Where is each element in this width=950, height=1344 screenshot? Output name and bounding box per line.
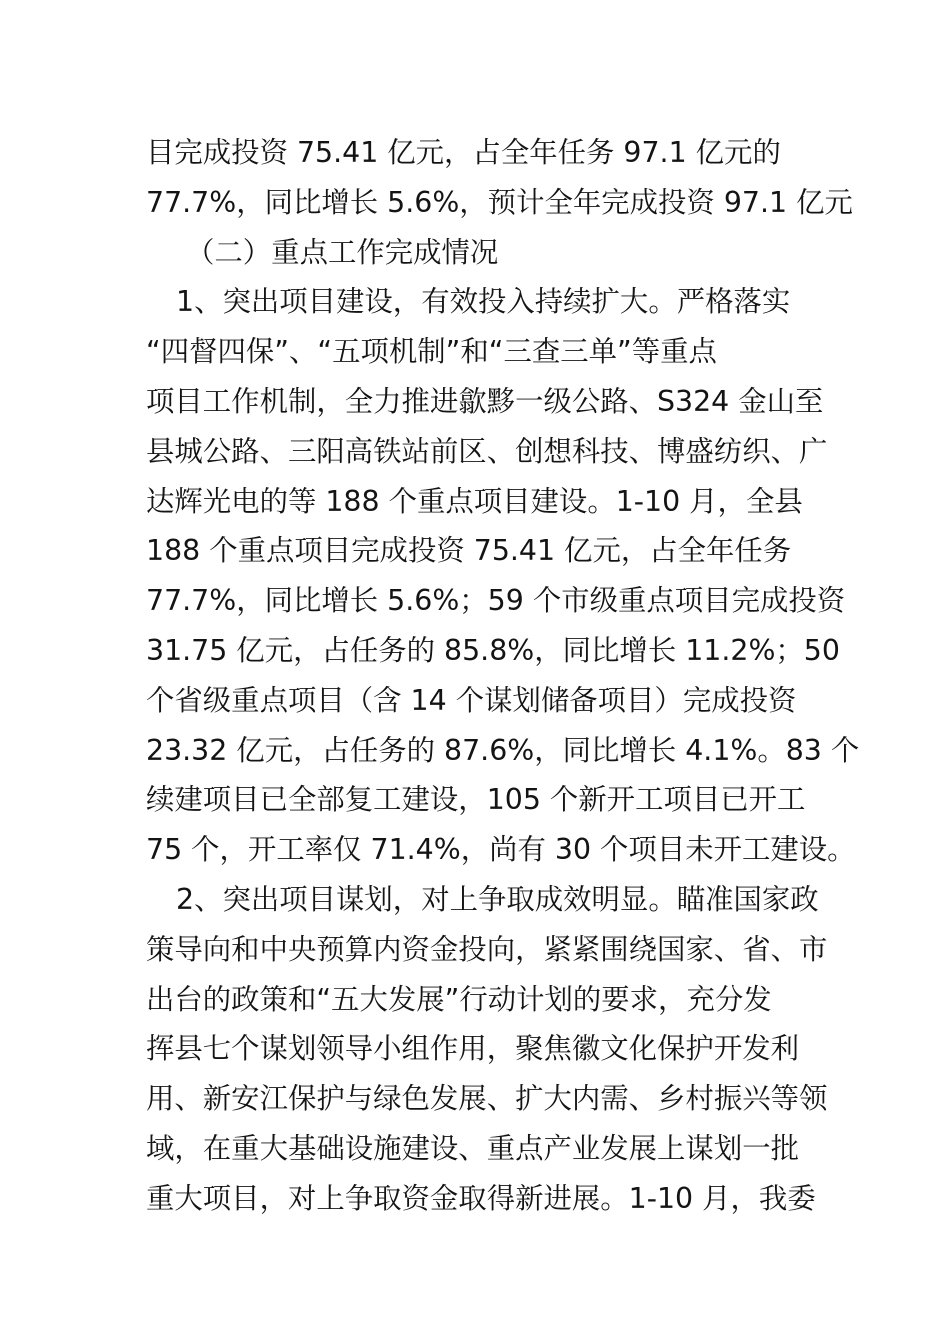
paragraph-1-line-2: “四督四保”、“五项机制”和“三查三单”等重点 [146,335,717,369]
paragraph-2-line-1: 2、突出项目谋划，对上争取成效明显。瞄准国家政 [176,882,819,916]
paragraph-1-line-10: 23.32 亿元，占任务的 87.6%，同比增长 4.1%。83 个 [146,733,860,767]
paragraph-2-line-6: 域，在重大基础设施建设、重点产业发展上谋划一批 [146,1131,799,1165]
section-heading: （二）重点工作完成情况 [186,235,499,269]
paragraph-1-line-9: 个省级重点项目（含 14 个谋划储备项目）完成投资 [146,683,797,717]
paragraph-1-line-1: 1、突出项目建设，有效投入持续扩大。严格落实 [176,285,791,319]
document-body [146,128,860,1224]
paragraph-1-line-8: 31.75 亿元，占任务的 85.8%，同比增长 11.2%；50 [146,633,840,667]
paragraph-2-line-4: 挥县七个谋划领导小组作用，聚焦徽文化保护开发利 [146,1032,799,1066]
paragraph-1-line-11: 续建项目已全部复工建设，105 个新开工项目已开工 [146,783,806,817]
paragraph-2-line-7: 重大项目，对上争取资金取得新进展。1-10 月，我委 [146,1181,816,1215]
paragraph-1-line-6: 188 个重点项目完成投资 75.41 亿元，占全年任务 [146,534,792,568]
paragraph-1-line-5: 达辉光电的等 188 个重点项目建设。1-10 月，全县 [146,484,803,518]
text-line-2: 77.7%，同比增长 5.6%，预计全年完成投资 97.1 亿元 [146,185,853,219]
text-line-1: 目完成投资 75.41 亿元，占全年任务 97.1 亿元的 [146,136,781,169]
paragraph-2-line-5: 用、新安江保护与绿色发展、扩大内需、乡村振兴等领 [146,1082,828,1116]
paragraph-1-line-7: 77.7%，同比增长 5.6%；59 个市级重点项目完成投资 [146,584,846,618]
paragraph-1-line-4: 县城公路、三阳高铁站前区、创想科技、博盛纺织、广 [146,434,828,468]
paragraph-1-line-12: 75 个，开工率仅 71.4%，尚有 30 个项目未开工建设。 [146,833,856,867]
paragraph-2-line-2: 策导向和中央预算内资金投向，紧紧围绕国家、省、市 [146,932,828,966]
paragraph-1-line-3: 项目工作机制，全力推进歙黟一级公路、S324 金山至 [146,384,824,418]
paragraph-2-line-3: 出台的政策和“五大发展”行动计划的要求，充分发 [146,982,772,1016]
